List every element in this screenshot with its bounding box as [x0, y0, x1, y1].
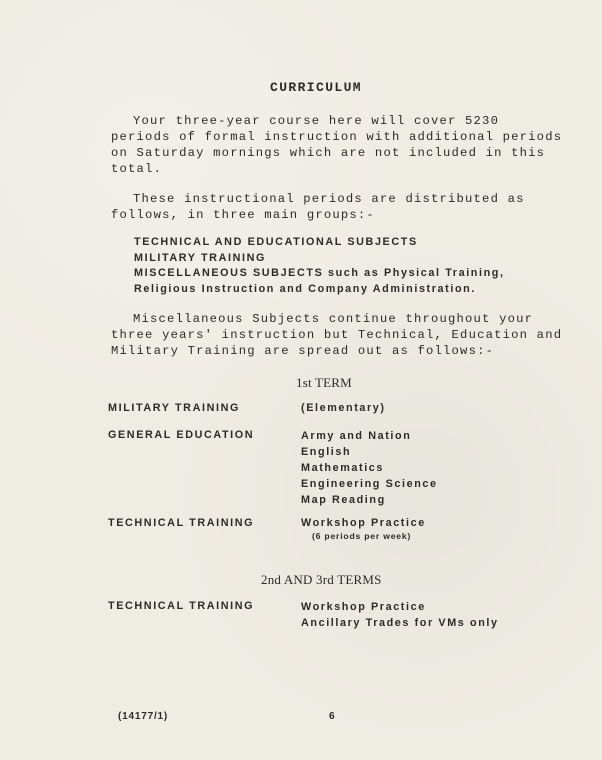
later-terms-technical-item: Workshop Practice	[301, 601, 426, 613]
main-groups-list	[134, 235, 574, 297]
general-education-item: Mathematics	[301, 462, 385, 474]
spread-paragraph: Miscellaneous Subjects continue throughout your three years' instruction but Technical, Education and Military Training are spread out as follows:-	[111, 312, 563, 358]
page-number: 6	[329, 711, 337, 722]
general-education-label: GENERAL EDUCATION	[108, 429, 255, 441]
later-terms-technical-list	[301, 599, 499, 631]
distribution-paragraph: These instructional periods are distributed as follows, in three main groups:-	[111, 192, 525, 222]
first-term-technical-value: Workshop Practice	[301, 517, 426, 529]
military-training-value: (Elementary)	[301, 402, 386, 414]
general-education-list	[301, 428, 438, 508]
later-terms-heading: 2nd AND 3rd TERMS	[261, 572, 382, 587]
general-education-item: Engineering Science	[301, 478, 438, 490]
group-miscellaneous-line-1: MISCELLANEOUS SUBJECTS such as Physical Training,	[134, 267, 505, 279]
first-term-technical-label: TECHNICAL TRAINING	[108, 517, 255, 529]
general-education-item: Map Reading	[301, 494, 386, 506]
later-terms-technical-item: Ancillary Trades for VMs only	[301, 617, 499, 629]
first-term-heading: 1st TERM	[296, 375, 352, 390]
intro-paragraph: Your three-year course here will cover 5230 periods of formal instruction with additional periods on Saturday mornings which are not included in this total.	[111, 114, 563, 176]
general-education-item: Army and Nation	[301, 430, 412, 442]
curriculum-title: CURRICULUM	[270, 80, 363, 95]
group-miscellaneous-line-2: Religious Instruction and Company Administration.	[134, 282, 476, 295]
general-education-item: English	[301, 446, 352, 458]
group-military-training: MILITARY TRAINING	[134, 251, 266, 264]
group-technical-educational: TECHNICAL AND EDUCATIONAL SUBJECTS	[134, 236, 418, 248]
document-reference-code: (14177/1)	[118, 711, 169, 722]
military-training-label: MILITARY TRAINING	[108, 402, 240, 414]
workshop-periods-note: (6 periods per week)	[312, 531, 412, 541]
later-terms-technical-label: TECHNICAL TRAINING	[108, 600, 255, 612]
